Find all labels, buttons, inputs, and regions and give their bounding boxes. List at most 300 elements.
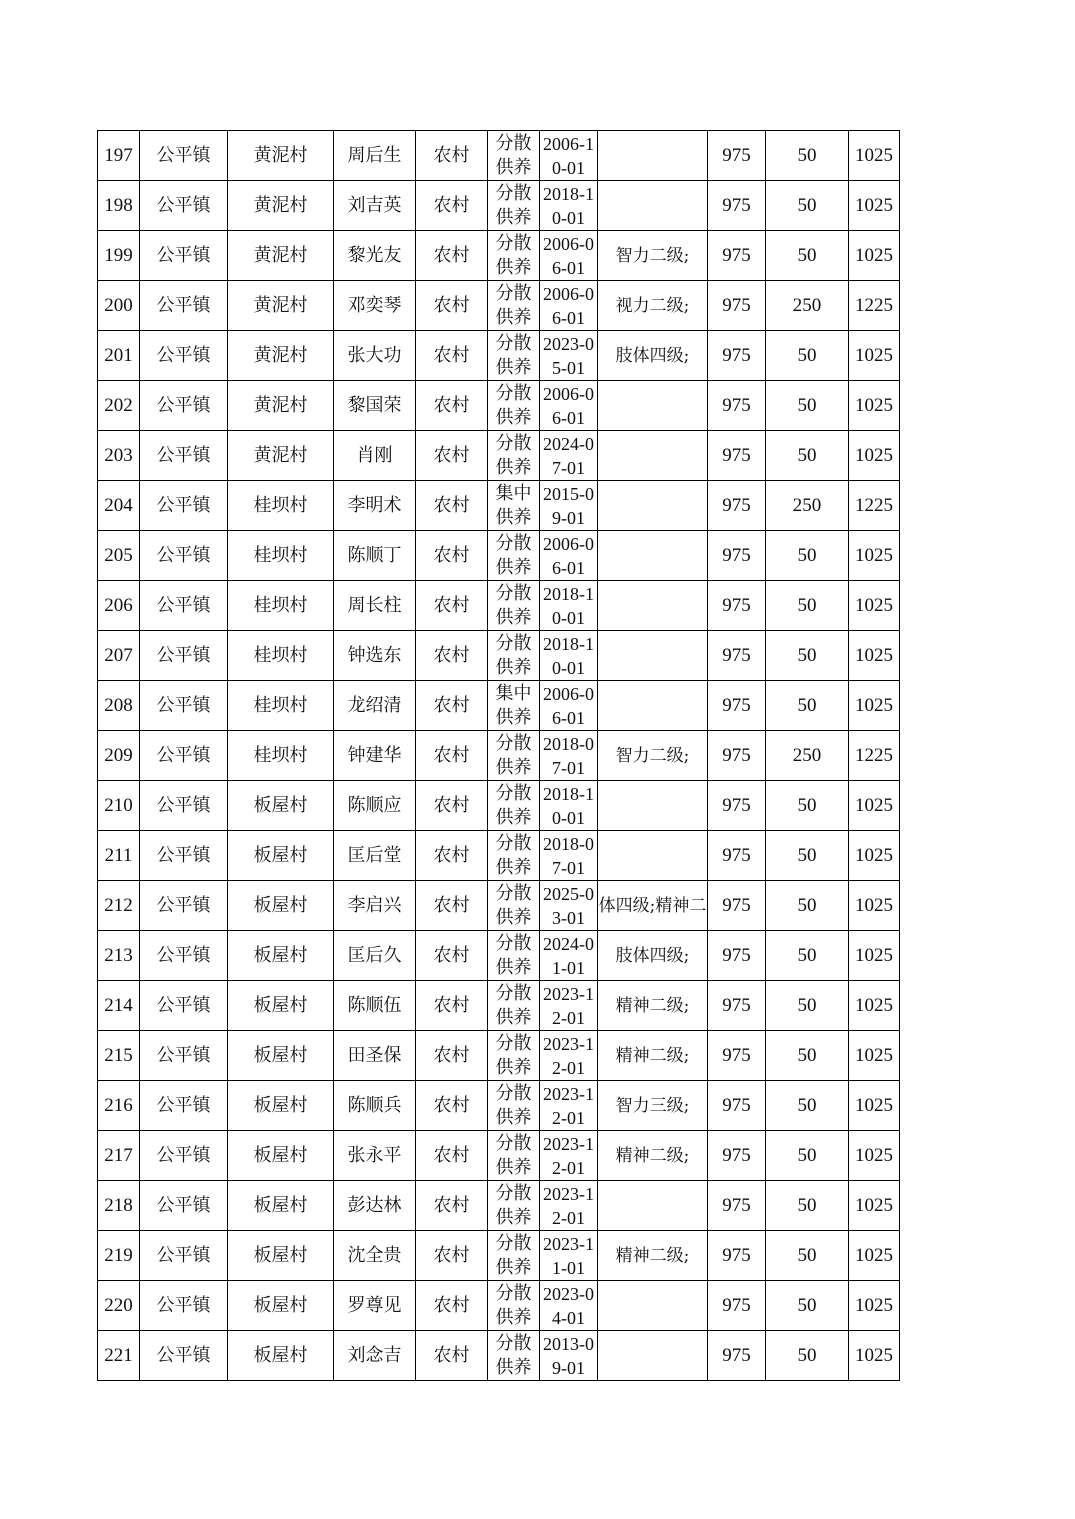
row-number-cell: 204	[98, 481, 140, 531]
village-cell: 板屋村	[228, 781, 334, 831]
person-name-cell: 陈顺丁	[334, 531, 416, 581]
area-type-cell: 农村	[416, 1031, 488, 1081]
extra-amount-cell: 50	[766, 531, 849, 581]
village-cell: 板屋村	[228, 831, 334, 881]
base-amount-cell: 975	[708, 931, 766, 981]
total-amount-cell: 1025	[849, 231, 900, 281]
base-amount-cell: 975	[708, 131, 766, 181]
total-amount-cell: 1025	[849, 1081, 900, 1131]
row-number-cell: 197	[98, 131, 140, 181]
disability-cell	[598, 1331, 708, 1381]
support-type-cell: 分散供养	[488, 631, 540, 681]
start-date-cell: 2006-10-01	[540, 131, 598, 181]
area-type-cell: 农村	[416, 731, 488, 781]
start-date-cell: 2006-06-01	[540, 231, 598, 281]
village-cell: 黄泥村	[228, 281, 334, 331]
area-type-cell: 农村	[416, 281, 488, 331]
support-type-cell: 分散供养	[488, 931, 540, 981]
disability-cell	[598, 181, 708, 231]
base-amount-cell: 975	[708, 1231, 766, 1281]
row-number-cell: 221	[98, 1331, 140, 1381]
table-row	[98, 531, 900, 581]
support-type-cell: 分散供养	[488, 731, 540, 781]
base-amount-cell: 975	[708, 981, 766, 1031]
area-type-cell: 农村	[416, 681, 488, 731]
extra-amount-cell: 50	[766, 331, 849, 381]
total-amount-cell: 1025	[849, 331, 900, 381]
disability-cell: 精神二级;	[598, 981, 708, 1031]
person-name-cell: 黎光友	[334, 231, 416, 281]
disability-cell	[598, 131, 708, 181]
start-date-cell: 2015-09-01	[540, 481, 598, 531]
row-number-cell: 217	[98, 1131, 140, 1181]
village-cell: 黄泥村	[228, 381, 334, 431]
town-cell: 公平镇	[140, 831, 228, 881]
table-row	[98, 331, 900, 381]
town-cell: 公平镇	[140, 1281, 228, 1331]
disability-cell: 体四级;精神二	[598, 881, 708, 931]
total-amount-cell: 1025	[849, 581, 900, 631]
village-cell: 板屋村	[228, 1031, 334, 1081]
table-row	[98, 1081, 900, 1131]
row-number-cell: 214	[98, 981, 140, 1031]
town-cell: 公平镇	[140, 381, 228, 431]
support-type-cell: 分散供养	[488, 981, 540, 1031]
total-amount-cell: 1025	[849, 1031, 900, 1081]
total-amount-cell: 1025	[849, 1281, 900, 1331]
support-type-cell: 分散供养	[488, 281, 540, 331]
village-cell: 板屋村	[228, 981, 334, 1031]
total-amount-cell: 1025	[849, 131, 900, 181]
village-cell: 板屋村	[228, 881, 334, 931]
table-row	[98, 131, 900, 181]
row-number-cell: 209	[98, 731, 140, 781]
start-date-cell: 2006-06-01	[540, 281, 598, 331]
support-type-cell: 分散供养	[488, 431, 540, 481]
base-amount-cell: 975	[708, 1331, 766, 1381]
start-date-cell: 2006-06-01	[540, 381, 598, 431]
start-date-cell: 2025-03-01	[540, 881, 598, 931]
extra-amount-cell: 50	[766, 931, 849, 981]
person-name-cell: 陈顺应	[334, 781, 416, 831]
extra-amount-cell: 50	[766, 631, 849, 681]
disability-cell: 视力二级;	[598, 281, 708, 331]
village-cell: 桂坝村	[228, 681, 334, 731]
extra-amount-cell: 50	[766, 831, 849, 881]
total-amount-cell: 1025	[849, 781, 900, 831]
table-row	[98, 431, 900, 481]
table-row	[98, 1281, 900, 1331]
table-row	[98, 731, 900, 781]
base-amount-cell: 975	[708, 481, 766, 531]
area-type-cell: 农村	[416, 581, 488, 631]
area-type-cell: 农村	[416, 131, 488, 181]
extra-amount-cell: 50	[766, 1081, 849, 1131]
town-cell: 公平镇	[140, 581, 228, 631]
person-name-cell: 邓奕琴	[334, 281, 416, 331]
village-cell: 板屋村	[228, 1331, 334, 1381]
village-cell: 黄泥村	[228, 131, 334, 181]
person-name-cell: 罗尊见	[334, 1281, 416, 1331]
total-amount-cell: 1025	[849, 631, 900, 681]
base-amount-cell: 975	[708, 581, 766, 631]
support-type-cell: 分散供养	[488, 581, 540, 631]
area-type-cell: 农村	[416, 381, 488, 431]
support-type-cell: 分散供养	[488, 1181, 540, 1231]
extra-amount-cell: 50	[766, 781, 849, 831]
area-type-cell: 农村	[416, 481, 488, 531]
town-cell: 公平镇	[140, 481, 228, 531]
support-type-cell: 分散供养	[488, 1081, 540, 1131]
support-type-cell: 分散供养	[488, 381, 540, 431]
base-amount-cell: 975	[708, 331, 766, 381]
base-amount-cell: 975	[708, 1131, 766, 1181]
support-type-cell: 集中供养	[488, 481, 540, 531]
base-amount-cell: 975	[708, 281, 766, 331]
extra-amount-cell: 50	[766, 881, 849, 931]
records-table	[97, 130, 900, 1381]
support-type-cell: 分散供养	[488, 181, 540, 231]
area-type-cell: 农村	[416, 331, 488, 381]
disability-cell: 精神二级;	[598, 1131, 708, 1181]
disability-cell: 精神二级;	[598, 1231, 708, 1281]
village-cell: 板屋村	[228, 1131, 334, 1181]
person-name-cell: 黎国荣	[334, 381, 416, 431]
start-date-cell: 2023-12-01	[540, 1081, 598, 1131]
town-cell: 公平镇	[140, 331, 228, 381]
row-number-cell: 208	[98, 681, 140, 731]
total-amount-cell: 1025	[849, 381, 900, 431]
base-amount-cell: 975	[708, 731, 766, 781]
table-row	[98, 1131, 900, 1181]
disability-cell	[598, 531, 708, 581]
table-row	[98, 231, 900, 281]
disability-cell	[598, 631, 708, 681]
row-number-cell: 210	[98, 781, 140, 831]
extra-amount-cell: 50	[766, 431, 849, 481]
table-row	[98, 681, 900, 731]
village-cell: 桂坝村	[228, 631, 334, 681]
disability-cell: 精神二级;	[598, 1031, 708, 1081]
extra-amount-cell: 50	[766, 381, 849, 431]
table-row	[98, 1031, 900, 1081]
disability-cell: 肢体四级;	[598, 931, 708, 981]
row-number-cell: 201	[98, 331, 140, 381]
person-name-cell: 田圣保	[334, 1031, 416, 1081]
area-type-cell: 农村	[416, 1181, 488, 1231]
disability-cell: 肢体四级;	[598, 331, 708, 381]
area-type-cell: 农村	[416, 831, 488, 881]
table-row	[98, 581, 900, 631]
disability-cell	[598, 1281, 708, 1331]
row-number-cell: 218	[98, 1181, 140, 1231]
base-amount-cell: 975	[708, 681, 766, 731]
support-type-cell: 分散供养	[488, 331, 540, 381]
extra-amount-cell: 250	[766, 281, 849, 331]
area-type-cell: 农村	[416, 431, 488, 481]
total-amount-cell: 1225	[849, 731, 900, 781]
total-amount-cell: 1025	[849, 1181, 900, 1231]
person-name-cell: 陈顺兵	[334, 1081, 416, 1131]
town-cell: 公平镇	[140, 1081, 228, 1131]
support-type-cell: 分散供养	[488, 1031, 540, 1081]
table-row	[98, 1331, 900, 1381]
row-number-cell: 213	[98, 931, 140, 981]
support-type-cell: 分散供养	[488, 831, 540, 881]
disability-cell	[598, 1181, 708, 1231]
start-date-cell: 2023-12-01	[540, 1131, 598, 1181]
start-date-cell: 2023-12-01	[540, 981, 598, 1031]
base-amount-cell: 975	[708, 781, 766, 831]
town-cell: 公平镇	[140, 431, 228, 481]
start-date-cell: 2023-11-01	[540, 1231, 598, 1281]
records-table-body	[98, 131, 900, 1381]
person-name-cell: 沈全贵	[334, 1231, 416, 1281]
town-cell: 公平镇	[140, 1031, 228, 1081]
row-number-cell: 206	[98, 581, 140, 631]
town-cell: 公平镇	[140, 631, 228, 681]
town-cell: 公平镇	[140, 181, 228, 231]
table-row	[98, 281, 900, 331]
row-number-cell: 219	[98, 1231, 140, 1281]
extra-amount-cell: 50	[766, 981, 849, 1031]
extra-amount-cell: 50	[766, 231, 849, 281]
town-cell: 公平镇	[140, 781, 228, 831]
support-type-cell: 分散供养	[488, 531, 540, 581]
base-amount-cell: 975	[708, 231, 766, 281]
table-row	[98, 881, 900, 931]
base-amount-cell: 975	[708, 1281, 766, 1331]
area-type-cell: 农村	[416, 1081, 488, 1131]
disability-cell	[598, 681, 708, 731]
start-date-cell: 2018-07-01	[540, 731, 598, 781]
table-row	[98, 181, 900, 231]
table-row	[98, 781, 900, 831]
person-name-cell: 彭达林	[334, 1181, 416, 1231]
village-cell: 桂坝村	[228, 531, 334, 581]
base-amount-cell: 975	[708, 381, 766, 431]
village-cell: 黄泥村	[228, 231, 334, 281]
town-cell: 公平镇	[140, 1181, 228, 1231]
support-type-cell: 分散供养	[488, 881, 540, 931]
extra-amount-cell: 250	[766, 731, 849, 781]
person-name-cell: 张永平	[334, 1131, 416, 1181]
total-amount-cell: 1025	[849, 1131, 900, 1181]
base-amount-cell: 975	[708, 831, 766, 881]
row-number-cell: 205	[98, 531, 140, 581]
disability-cell	[598, 581, 708, 631]
table-row	[98, 831, 900, 881]
person-name-cell: 陈顺伍	[334, 981, 416, 1031]
person-name-cell: 李启兴	[334, 881, 416, 931]
base-amount-cell: 975	[708, 631, 766, 681]
base-amount-cell: 975	[708, 1081, 766, 1131]
total-amount-cell: 1025	[849, 881, 900, 931]
table-row	[98, 481, 900, 531]
row-number-cell: 202	[98, 381, 140, 431]
total-amount-cell: 1225	[849, 281, 900, 331]
disability-cell: 智力三级;	[598, 1081, 708, 1131]
area-type-cell: 农村	[416, 531, 488, 581]
extra-amount-cell: 50	[766, 1331, 849, 1381]
total-amount-cell: 1225	[849, 481, 900, 531]
support-type-cell: 分散供养	[488, 781, 540, 831]
row-number-cell: 220	[98, 1281, 140, 1331]
start-date-cell: 2006-06-01	[540, 531, 598, 581]
start-date-cell: 2024-01-01	[540, 931, 598, 981]
person-name-cell: 刘吉英	[334, 181, 416, 231]
extra-amount-cell: 50	[766, 1181, 849, 1231]
total-amount-cell: 1025	[849, 181, 900, 231]
base-amount-cell: 975	[708, 181, 766, 231]
total-amount-cell: 1025	[849, 931, 900, 981]
extra-amount-cell: 50	[766, 681, 849, 731]
extra-amount-cell: 50	[766, 1281, 849, 1331]
extra-amount-cell: 50	[766, 581, 849, 631]
base-amount-cell: 975	[708, 1031, 766, 1081]
support-type-cell: 分散供养	[488, 131, 540, 181]
area-type-cell: 农村	[416, 1131, 488, 1181]
village-cell: 板屋村	[228, 1231, 334, 1281]
extra-amount-cell: 250	[766, 481, 849, 531]
start-date-cell: 2023-12-01	[540, 1031, 598, 1081]
town-cell: 公平镇	[140, 1231, 228, 1281]
area-type-cell: 农村	[416, 181, 488, 231]
person-name-cell: 龙绍清	[334, 681, 416, 731]
disability-cell	[598, 831, 708, 881]
support-type-cell: 分散供养	[488, 1131, 540, 1181]
support-type-cell: 分散供养	[488, 1281, 540, 1331]
start-date-cell: 2018-10-01	[540, 581, 598, 631]
town-cell: 公平镇	[140, 531, 228, 581]
extra-amount-cell: 50	[766, 181, 849, 231]
support-type-cell: 集中供养	[488, 681, 540, 731]
person-name-cell: 李明术	[334, 481, 416, 531]
village-cell: 黄泥村	[228, 431, 334, 481]
total-amount-cell: 1025	[849, 831, 900, 881]
person-name-cell: 张大功	[334, 331, 416, 381]
person-name-cell: 周后生	[334, 131, 416, 181]
town-cell: 公平镇	[140, 931, 228, 981]
start-date-cell: 2024-07-01	[540, 431, 598, 481]
total-amount-cell: 1025	[849, 981, 900, 1031]
person-name-cell: 周长柱	[334, 581, 416, 631]
village-cell: 桂坝村	[228, 481, 334, 531]
area-type-cell: 农村	[416, 631, 488, 681]
row-number-cell: 199	[98, 231, 140, 281]
extra-amount-cell: 50	[766, 1131, 849, 1181]
extra-amount-cell: 50	[766, 1231, 849, 1281]
area-type-cell: 农村	[416, 781, 488, 831]
town-cell: 公平镇	[140, 881, 228, 931]
row-number-cell: 215	[98, 1031, 140, 1081]
table-row	[98, 1181, 900, 1231]
total-amount-cell: 1025	[849, 681, 900, 731]
area-type-cell: 农村	[416, 981, 488, 1031]
disability-cell: 智力二级;	[598, 231, 708, 281]
base-amount-cell: 975	[708, 1181, 766, 1231]
area-type-cell: 农村	[416, 931, 488, 981]
start-date-cell: 2018-10-01	[540, 781, 598, 831]
row-number-cell: 211	[98, 831, 140, 881]
town-cell: 公平镇	[140, 1331, 228, 1381]
support-type-cell: 分散供养	[488, 231, 540, 281]
table-row	[98, 931, 900, 981]
person-name-cell: 钟选东	[334, 631, 416, 681]
row-number-cell: 207	[98, 631, 140, 681]
row-number-cell: 198	[98, 181, 140, 231]
table-row	[98, 381, 900, 431]
town-cell: 公平镇	[140, 1131, 228, 1181]
area-type-cell: 农村	[416, 1331, 488, 1381]
row-number-cell: 203	[98, 431, 140, 481]
village-cell: 桂坝村	[228, 581, 334, 631]
support-type-cell: 分散供养	[488, 1331, 540, 1381]
disability-cell	[598, 481, 708, 531]
disability-cell	[598, 381, 708, 431]
person-name-cell: 钟建华	[334, 731, 416, 781]
table-row	[98, 631, 900, 681]
row-number-cell: 212	[98, 881, 140, 931]
person-name-cell: 肖刚	[334, 431, 416, 481]
total-amount-cell: 1025	[849, 1231, 900, 1281]
disability-cell	[598, 781, 708, 831]
base-amount-cell: 975	[708, 531, 766, 581]
town-cell: 公平镇	[140, 231, 228, 281]
town-cell: 公平镇	[140, 131, 228, 181]
table-row	[98, 1231, 900, 1281]
start-date-cell: 2013-09-01	[540, 1331, 598, 1381]
start-date-cell: 2018-07-01	[540, 831, 598, 881]
village-cell: 桂坝村	[228, 731, 334, 781]
area-type-cell: 农村	[416, 1231, 488, 1281]
start-date-cell: 2023-04-01	[540, 1281, 598, 1331]
disability-cell: 智力二级;	[598, 731, 708, 781]
town-cell: 公平镇	[140, 681, 228, 731]
extra-amount-cell: 50	[766, 1031, 849, 1081]
area-type-cell: 农村	[416, 881, 488, 931]
start-date-cell: 2006-06-01	[540, 681, 598, 731]
extra-amount-cell: 50	[766, 131, 849, 181]
row-number-cell: 216	[98, 1081, 140, 1131]
table-row	[98, 981, 900, 1031]
start-date-cell: 2018-10-01	[540, 631, 598, 681]
base-amount-cell: 975	[708, 881, 766, 931]
row-number-cell: 200	[98, 281, 140, 331]
village-cell: 板屋村	[228, 1081, 334, 1131]
start-date-cell: 2018-10-01	[540, 181, 598, 231]
total-amount-cell: 1025	[849, 531, 900, 581]
town-cell: 公平镇	[140, 981, 228, 1031]
total-amount-cell: 1025	[849, 1331, 900, 1381]
disability-cell	[598, 431, 708, 481]
area-type-cell: 农村	[416, 231, 488, 281]
person-name-cell: 匡后堂	[334, 831, 416, 881]
person-name-cell: 刘念吉	[334, 1331, 416, 1381]
area-type-cell: 农村	[416, 1281, 488, 1331]
town-cell: 公平镇	[140, 731, 228, 781]
village-cell: 板屋村	[228, 1181, 334, 1231]
village-cell: 黄泥村	[228, 181, 334, 231]
base-amount-cell: 975	[708, 431, 766, 481]
person-name-cell: 匡后久	[334, 931, 416, 981]
start-date-cell: 2023-12-01	[540, 1181, 598, 1231]
village-cell: 板屋村	[228, 1281, 334, 1331]
support-type-cell: 分散供养	[488, 1231, 540, 1281]
village-cell: 黄泥村	[228, 331, 334, 381]
total-amount-cell: 1025	[849, 431, 900, 481]
village-cell: 板屋村	[228, 931, 334, 981]
